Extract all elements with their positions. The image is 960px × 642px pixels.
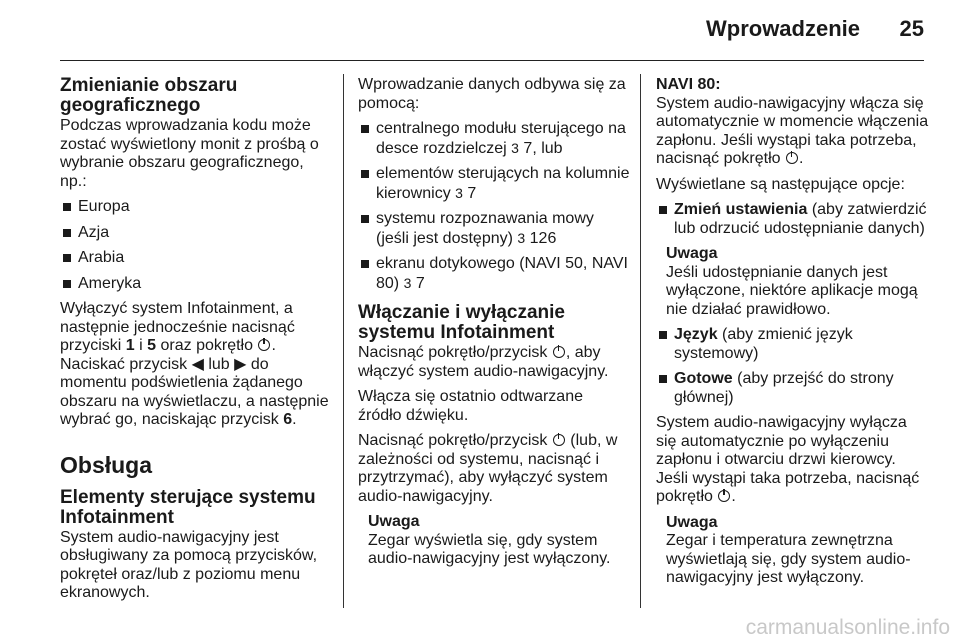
options-list <box>656 201 930 238</box>
text-run: Wyłączyć system Infotainment, a następnie jednocześnie nacisnąć przyciski <box>60 300 295 354</box>
paragraph <box>358 344 630 381</box>
text-run: systemu rozpoznawania mowy (jeśli jest dostępny) <box>376 210 594 247</box>
list-item: Ameryka <box>60 275 332 294</box>
region-list <box>60 198 332 293</box>
page-ref-icon: 3 <box>455 184 463 201</box>
text-run: . <box>292 411 297 428</box>
key-1: 1 <box>125 337 135 354</box>
note-text: Jeśli udostępnianie danych jest wyłączone, niektóre aplikacje mogą nie działać prawidłowo. <box>666 263 918 318</box>
key-5: 5 <box>147 337 157 354</box>
list-item <box>358 120 630 158</box>
note-title: Uwaga <box>666 245 718 262</box>
text-run: System audio-nawigacyjny wyłącza się automatycznie po wyłączeniu zapłonu i otwarciu drzwi kierowcy. Jeśli wystąpi taka potrzeba, nacisnąć pokrętło <box>656 414 920 505</box>
page-ref-icon: 3 <box>517 229 526 246</box>
power-knob-icon <box>718 490 730 502</box>
navi-80-title: NAVI 80: <box>656 76 721 93</box>
watermark: carmanualsonline.info <box>745 616 950 639</box>
column-divider-1 <box>343 74 344 608</box>
page-ref[interactable]: 7 <box>523 139 533 157</box>
list-item <box>656 201 930 238</box>
note-text: Zegar wyświetla się, gdy system audio-nawigacyjny jest wyłączony. <box>368 531 611 567</box>
text-run: centralnego modułu sterującego na desce rozdzielczej <box>376 120 626 157</box>
text-run: oraz pokrętło <box>156 337 258 354</box>
text-run: Nacisnąć pokrętło/przycisk <box>358 432 552 449</box>
paragraph: System audio-nawigacyjny jest obsługiwany za pomocą przycisków, pokręteł oraz/lub z poziomu menu ekranowych. <box>60 528 318 601</box>
heading-zmienianie-obszaru: Zmienianie obszaru geograficznego <box>60 75 238 116</box>
paragraph: Wprowadzanie danych odbywa się za pomocą: <box>358 76 626 112</box>
column-2 <box>358 76 630 576</box>
text-run: System audio-nawigacyjny włącza się automatycznie w momencie włączenia zapłonu. Jeśli wystąpi taka potrzeba, nacisnąć pokrętło <box>656 94 929 167</box>
input-methods-list <box>358 120 630 293</box>
page-ref-icon: 3 <box>511 139 519 156</box>
list-item <box>358 210 630 248</box>
column-1 <box>60 76 332 610</box>
paragraph: Wyświetlane są następujące opcje: <box>656 175 905 193</box>
running-header-title: Wprowadzenie <box>705 16 860 41</box>
text-run: (aby zmienić język systemowy) <box>674 326 853 362</box>
note-text: Zegar i temperatura zewnętrzna wyświetlają się, gdy system audio-nawigacyjny jest wyłączony. <box>666 532 911 586</box>
heading-elementy-sterujace: Elementy sterujące systemu Infotainment <box>60 486 316 528</box>
text-run: (aby zatwierdzić lub odrzucić udostępnianie danych) <box>674 201 927 237</box>
text-run: . <box>798 150 804 167</box>
column-divider-2 <box>640 74 641 608</box>
text-run: . Naciskać przycisk ◀ lub ▶ do momentu podświetlenia żądanego obszaru na wyświetlaczu, a następnie wybrać go, naciskając przycisk <box>60 337 329 428</box>
power-knob-icon <box>786 152 798 164</box>
power-knob-icon <box>553 434 565 446</box>
knob-icon <box>258 339 270 351</box>
page-ref[interactable]: 7 <box>467 184 477 202</box>
text-run: elementów sterujących na kolumnie kierownicy <box>376 165 630 202</box>
list-item <box>656 326 930 363</box>
note-box <box>656 245 930 319</box>
list-item <box>358 165 630 203</box>
text-run: . <box>731 488 736 505</box>
heading-obsluga: Obsługa <box>60 451 153 478</box>
paragraph <box>60 300 332 430</box>
list-item <box>358 255 630 293</box>
paragraph <box>656 414 930 507</box>
text-run: (lub, w zależności od systemu, nacisnąć i przytrzymać), aby wyłączyć system audio-nawigacyjny. <box>358 432 618 505</box>
page-number: 25 <box>899 16 924 41</box>
key-6: 6 <box>283 411 293 428</box>
page-ref-icon: 3 <box>403 274 412 291</box>
note-box <box>656 514 930 588</box>
text-run: Nacisnąć pokrętło/przycisk <box>358 344 552 361</box>
heading-wlaczanie: Włączanie i wyłączanie systemu Infotainment <box>358 302 565 343</box>
list-item: Azja <box>60 224 332 243</box>
power-knob-icon <box>553 346 565 358</box>
header-divider <box>60 60 924 61</box>
list-item: Arabia <box>60 249 332 268</box>
text-run: , aby włączyć system audio-nawigacyjny. <box>358 344 609 380</box>
option-label: Język <box>674 326 718 343</box>
paragraph: Podczas wprowadzania kodu może zostać wyświetlony monit z prośbą o wybranie obszaru geograficznego, np.: <box>60 117 319 190</box>
options-list <box>656 326 930 407</box>
note-box <box>358 513 630 569</box>
list-item: Europa <box>60 198 332 217</box>
option-label: Zmień ustawienia <box>674 201 808 218</box>
text-run: (aby przejść do strony głównej) <box>674 370 894 406</box>
note-title: Uwaga <box>666 513 718 531</box>
note-title: Uwaga <box>368 513 420 530</box>
column-3 <box>656 76 930 595</box>
text-run: , lub <box>532 139 563 157</box>
page-ref[interactable]: 7 <box>415 274 425 292</box>
paragraph <box>656 95 930 169</box>
paragraph: Włącza się ostatnio odtwarzane źródło dźwięku. <box>358 388 583 424</box>
text-run: ekranu dotykowego (NAVI 50, NAVI 80) <box>376 255 628 292</box>
list-item <box>656 370 930 407</box>
text-run: i <box>134 337 148 354</box>
option-label: Gotowe <box>674 370 733 387</box>
paragraph <box>358 432 630 506</box>
page-ref[interactable]: 126 <box>529 229 557 247</box>
